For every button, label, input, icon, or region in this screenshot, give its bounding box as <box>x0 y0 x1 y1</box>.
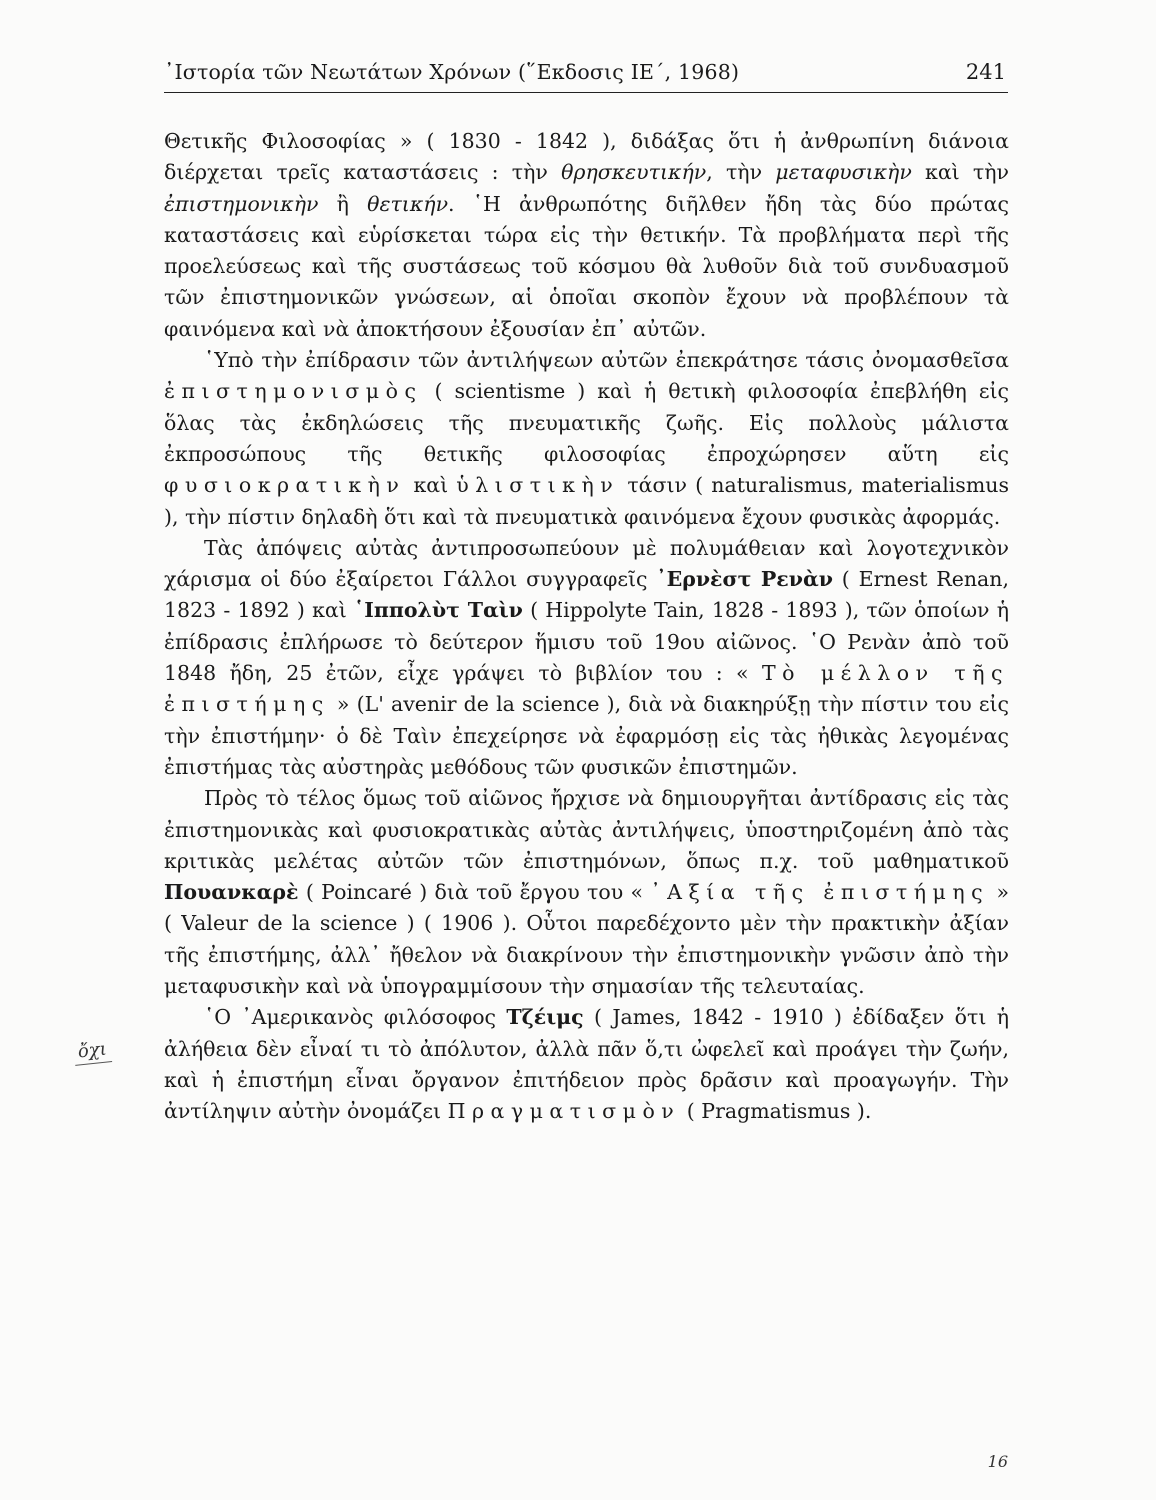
text-run: τάσιν ( naturalismus, materialismus ), τὴν πίστιν δηλαδὴ ὅτι καὶ τὰ πνευματικὰ φαινόμενα ἔχουν φυσικὰς ἀφορμάς. <box>164 473 1009 529</box>
running-header <box>164 58 1008 93</box>
text-run-bold: ᾿Ερνὲστ Ρενὰν <box>656 567 833 592</box>
text-run-spaced: ᾿Αξία τῆς ἐπιστήμης <box>650 880 990 905</box>
text-run-bold: ῾Ιππολὺτ Ταὶν <box>353 598 523 623</box>
text-run-italic: θετικήν <box>367 191 449 216</box>
text-run: ( Poincaré ) διὰ τοῦ ἔργου του « <box>298 880 651 905</box>
text-run: ( James, 1842 - 1910 ) ἐδίδαξεν ὅτι ἡ ἀλήθεια δὲν εἶναί τι τὸ ἀπόλυτον, ἀλλὰ πᾶν ὅ,τι ὠφελεῖ καὶ προάγει τὴν ζωήν, καὶ ἡ ἐπιστήμη εἶναι ὄργανον ἐπιτήδειον πρὸς δρᾶσιν καὶ προαγωγήν. Τὴν ἀντίληψιν αὐτὴν ὀνομάζει <box>164 1005 1010 1124</box>
text-run-italic: θρησκευτικήν <box>561 160 707 185</box>
text-run-bold: Πουανκαρὲ <box>164 880 299 905</box>
running-title: ᾿Ιστορία τῶν Νεωτάτων Χρόνων (῞Εκδοσις ΙΕ΄, 1968) <box>164 60 740 84</box>
text-run: » (L' avenir de la science ), διὰ νὰ διακηρύξῃ τὴν πίστιν του εἰς τὴν ἐπιστήμην· ὁ δὲ Ταὶν ἐπεχείρησε νὰ ἐφαρμόσῃ εἰς τὰς ἠθικὰς λεγομένας ἐπιστήμας τὰς αὐστηρὰς μεθόδους τῶν φυσικῶν ἐπιστημῶν. <box>164 692 1009 779</box>
text-run: Τὰς ἀπόψεις αὐτὰς ἀντιπροσωπεύουν μὲ πολυμάθειαν καὶ λογοτεχνικὸν χάρισμα οἱ δύο ἐξαίρετοι Γάλλοι συγγραφεῖς <box>164 535 1009 592</box>
paragraph <box>164 533 1009 783</box>
text-run-spaced: Πραγματισμὸν <box>447 1099 681 1124</box>
text-run-italic: μεταφυσικὴν <box>775 160 912 185</box>
paragraph <box>164 126 1009 345</box>
text-run: ( scientisme ) καὶ ἡ θετικὴ φιλοσοφία ἐπεβλήθη εἰς ὅλας τὰς ἐκδηλώσεις τῆς πνευματικῆς ζωῆς. Εἰς πολλοὺς μάλιστα ἐκπροσώπους τῆς θετικῆς φιλοσοφίας ἐπροχώρησεν αὕτη εἰς <box>164 379 1009 466</box>
text-run: καὶ <box>405 473 457 498</box>
body-text <box>164 126 1009 1128</box>
signature-mark: 16 <box>987 1452 1008 1471</box>
text-run: ( Ernest Renan, 1823 - 1892 ) καὶ <box>164 567 1009 623</box>
text-run: ἢ <box>318 191 368 216</box>
handwritten-margin-note: ὄχι <box>73 1038 112 1066</box>
text-run: ( Hippolyte Tain, 1828 - 1893 ), τῶν ὁποίων ἡ ἐπίδρασις ἐπλήρωσε τὸ δεύτερον ἥμισυ τοῦ 19ου αἰῶνος. ῾Ο Ρενὰν ἀπὸ τοῦ 1848 ἤδη, 25 ἐτῶν, εἶχε γράψει τὸ βιβλίον του : « <box>164 598 1009 686</box>
paragraph <box>164 783 1009 1002</box>
text-run-bold: Τζέιμς <box>506 1005 584 1030</box>
text-run: ῾Ο ᾿Αμερικανὸς φιλόσοφος <box>204 1005 507 1030</box>
text-run: » ( Valeur de la science ) ( 1906 ). Οὗτοι παρεδέχοντο μὲν τὴν πρακτικὴν ἀξίαν τῆς ἐπιστήμης, ἀλλ᾿ ἤθελον νὰ διακρίνουν τὴν ἐπιστημονικὴν γνῶσιν ἀπὸ τὴν μεταφυσικὴν καὶ νὰ ὑπογραμμίσουν τὴν σημασίαν τῆς τελευταίας. <box>164 880 1009 999</box>
text-run: , τὴν <box>706 160 776 185</box>
text-run: Πρὸς τὸ τέλος ὅμως τοῦ αἰῶνος ἤρχισε νὰ δημιουργῆται ἀντίδρασις εἰς τὰς ἐπιστημονικὰς καὶ φυσιοκρατικὰς αὐτὰς ἀντιλήψεις, ὑποστηριζομένη ἀπὸ τὰς κριτικὰς μελέτας αὐτῶν τῶν ἐπιστημόνων, ὅπως π.χ. τοῦ μαθηματικοῦ <box>164 786 1009 873</box>
text-run-spaced: Τὸ μέλλον τῆς ἐπιστήμης <box>164 661 1009 717</box>
paragraph <box>164 345 1009 533</box>
text-run: . ῾Η ἀνθρωπότης διῆλθεν ἤδη τὰς δύο πρώτας καταστάσεις καὶ εὑρίσκεται τώρα εἰς τὴν θετικήν. Τὰ προβλήματα περὶ τῆς προελεύσεως καὶ τῆς συστάσεως τοῦ κόσμου θὰ λυθοῦν διὰ τοῦ συνδυασμοῦ τῶν ἐπιστημονικῶν γνώσεων, αἱ ὁποῖαι σκοπὸν ἔχουν νὰ προβλέπουν τὰ φαινόμενα καὶ νὰ ἀποκτήσουν ἐξουσίαν ἐπ᾿ αὐτῶν. <box>164 191 1009 341</box>
text-run: καὶ τὴν <box>911 160 1010 185</box>
text-run-spaced: φυσιοκρατικὴν <box>164 473 406 498</box>
text-run-spaced: ὑλιστικὴν <box>456 473 620 498</box>
text-run: Θετικῆς Φιλοσοφίας » ( 1830 - 1842 ), διδάξας ὅτι ἡ ἀνθρωπίνη διάνοια διέρχεται τρεῖς καταστάσεις : τὴν <box>164 129 1009 185</box>
text-run: ( Pragmatismus ). <box>680 1099 872 1124</box>
text-run: ῾Υπὸ τὴν ἐπίδρασιν τῶν ἀντιλήψεων αὐτῶν ἐπεκράτησε τάσις ὀνομασθεῖσα <box>204 348 1009 373</box>
text-run-italic: ἐπιστημονικὴν <box>164 191 319 216</box>
page-number: 241 <box>965 60 1006 84</box>
text-run-spaced: ἐπιστημονισμὸς <box>164 379 423 404</box>
paragraph <box>164 1002 1009 1127</box>
